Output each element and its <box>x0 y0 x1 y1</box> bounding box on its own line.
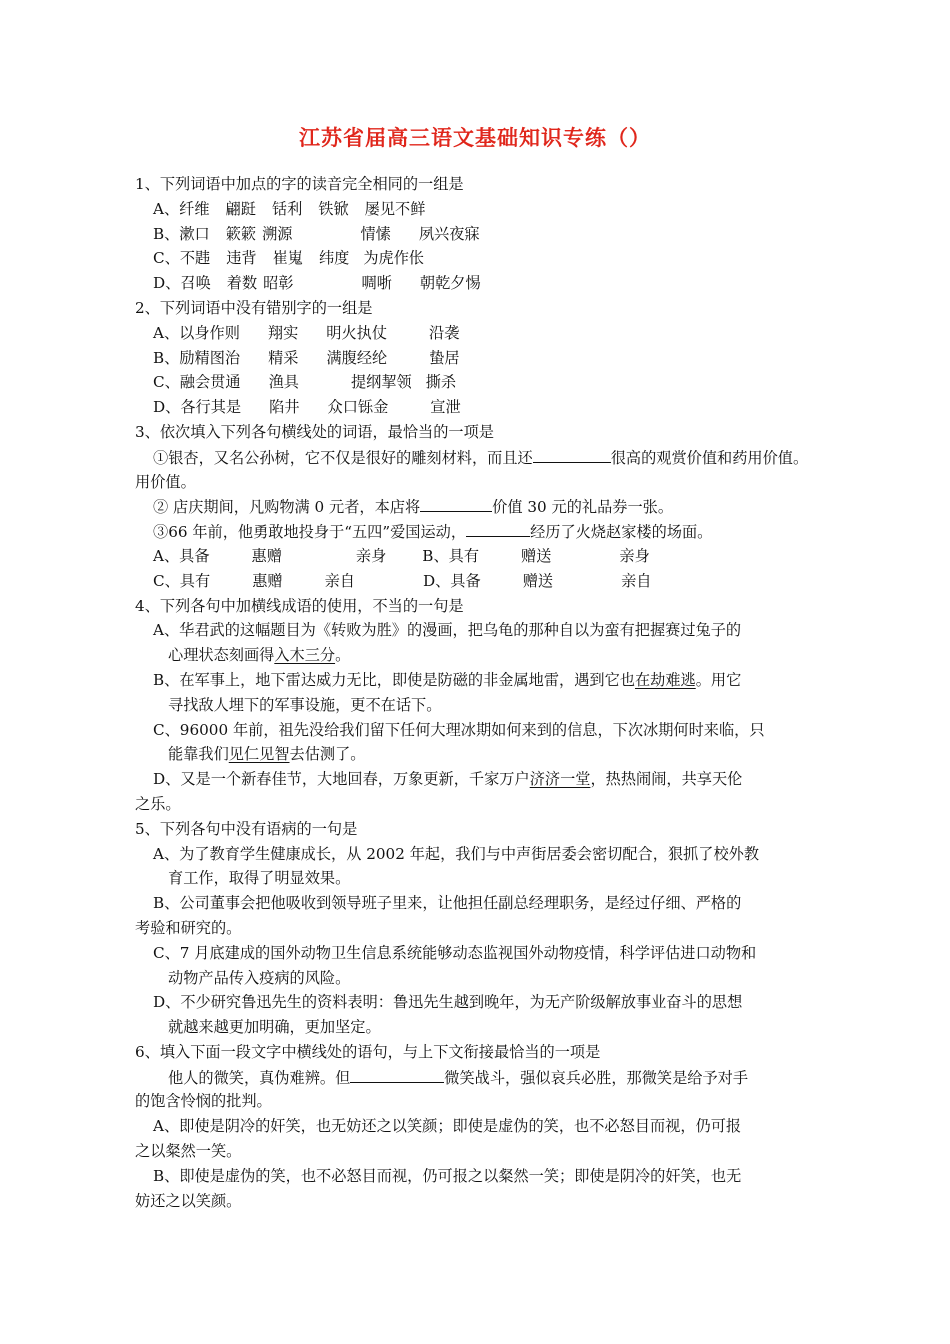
underlined-idiom: 济济一堂 <box>529 770 591 789</box>
question-3-stem: 3、依次填入下列各句横线处的词语，最恰当的一项是 <box>135 422 494 441</box>
fill-blank <box>420 494 492 512</box>
question-5-option-d: D、不少研究鲁迅先生的资料表明：鲁迅先生越到晚年，为无产阶级解放事业奋斗的思想 <box>153 993 743 1012</box>
question-6-option-b-cont: 妨还之以笑颜。 <box>135 1191 242 1210</box>
page-title: 江苏省届高三语文基础知识专练（） <box>299 126 651 150</box>
fill-blank <box>466 519 530 537</box>
question-2-option-a: A、以身作则 翔实 明火执仗 沿袭 <box>153 323 460 342</box>
question-3-options-ab: A、具备 惠赠 亲身 B、具有 赠送 亲身 <box>153 546 650 565</box>
question-2-option-d: D、各行其是 陷井 众口铄金 宣泄 <box>153 398 461 417</box>
question-4-option-b-cont: 寻找敌人埋下的军事设施，更不在话下。 <box>168 695 442 714</box>
question-1-option-d: D、召唤 着数 昭彰 啁哳 朝乾夕惕 <box>153 274 481 293</box>
question-5-option-c: C、7 月底建成的国外动物卫生信息系统能够动态监视国外动物疫情，科学评估进口动物和 <box>153 943 757 962</box>
question-4-option-d: D、又是一个新春佳节，大地回春，万象更新，千家万户济济一堂，热热闹闹，共享天伦 <box>153 770 743 789</box>
question-1-option-a: A、纤维 翩跹 铦利 铁锨 屡见不鲜 <box>153 199 426 218</box>
question-6-passage: 他人的微笑，真伪难辨。但 微笑战斗，强似哀兵必胜，那微笑是给予对手 <box>135 1065 815 1090</box>
question-5-option-a: A、为了教育学生健康成长，从 2002 年起，我们与中声街居委会密切配合，狠抓了校外教 <box>153 844 760 863</box>
fill-blank <box>350 1065 444 1083</box>
question-2-stem: 2、下列词语中没有错别字的一组是 <box>135 298 373 317</box>
question-5-option-d-cont: 就越来越更加明确，更加坚定。 <box>168 1018 381 1037</box>
question-5-option-b: B、公司董事会把他吸收到领导班子里来，让他担任副总经理职务，是经过仔细、严格的 <box>153 894 742 913</box>
question-1-option-c: C、不韪 违背 崔嵬 纬度 为虎作伥 <box>153 249 425 268</box>
question-3-sentence-1-cont: 用价值。 <box>135 472 196 491</box>
question-4-option-b: B、在军事上，地下雷达威力无比，即使是防磁的非金属地雷，遇到它也在劫难逃。用它 <box>153 670 742 689</box>
question-5-option-c-cont: 动物产品传入疫病的风险。 <box>168 968 351 987</box>
question-1-stem: 1、下列词语中加点的字的读音完全相同的一组是 <box>135 175 464 193</box>
underlined-idiom: 在劫难逃 <box>634 670 696 689</box>
question-4-option-a-cont: 心理状态刻画得入木三分。 <box>168 646 351 665</box>
underlined-idiom: 入木三分 <box>274 646 336 665</box>
question-2-option-b: B、励精图治 精采 满腹经纶 蛰居 <box>153 348 460 367</box>
question-4-option-c: C、96000 年前，祖先没给我们留下任何大理冰期如何来到的信息，下次冰期何时来临，只 <box>153 720 765 739</box>
question-3-sentence-2: ② 店庆期间，凡购物满 0 元者，本店将 价值 30 元的礼品券一张。 <box>135 494 815 519</box>
question-5-option-a-cont: 育工作，取得了明显效果。 <box>168 869 351 888</box>
fill-blank <box>533 445 611 463</box>
question-5-option-b-cont: 考验和研究的。 <box>135 918 242 937</box>
question-5-stem: 5、下列各句中没有语病的一句是 <box>135 819 358 838</box>
question-3-options-cd: C、具有 惠赠 亲自 D、具备 赠送 亲自 <box>153 571 652 590</box>
exercise-body <box>135 172 815 1213</box>
question-4-stem: 4、下列各句中加横线成语的使用，不当的一句是 <box>135 596 464 615</box>
question-4-option-d-cont: 之乐。 <box>135 794 181 813</box>
question-4-option-a: A、华君武的这幅题目为《转败为胜》的漫画，把乌龟的那种自以为蛮有把握赛过兔子的 <box>153 621 742 640</box>
question-6-option-a-cont: 之以粲然一笑。 <box>135 1142 242 1161</box>
question-6-option-b: B、即使是虚伪的笑，也不必怒目而视，仍可报之以粲然一笑；即使是阴冷的奸笑，也无 <box>153 1166 742 1185</box>
question-6-stem: 6、填入下面一段文字中横线处的语句，与上下文衔接最恰当的一项是 <box>135 1042 601 1061</box>
underlined-idiom: 见仁见智 <box>228 745 290 764</box>
question-3-sentence-3: ③66 年前，他勇敢地投身于“五四”爱国运动， 经历了火烧赵家楼的场面。 <box>135 519 815 544</box>
question-3-sentence-1: ①银杏，又名公孙树，它不仅是很好的雕刻材料，而且还 很高的观赏价值和药用价值。 <box>135 445 815 470</box>
question-6-passage-cont: 的饱含怜悯的批判。 <box>135 1092 272 1111</box>
question-1-option-b: B、漱口 簌簌 溯源 情愫 夙兴夜寐 <box>153 224 480 243</box>
question-2-option-c: C、融会贯通 渔具 提纲挈领 撕杀 <box>153 373 457 392</box>
question-6-option-a: A、即使是阴冷的奸笑，也无妨还之以笑颜；即使是虚伪的笑，也不必怒目而视，仍可报 <box>153 1117 742 1136</box>
question-4-option-c-cont: 能靠我们见仁见智去估测了。 <box>168 745 366 764</box>
